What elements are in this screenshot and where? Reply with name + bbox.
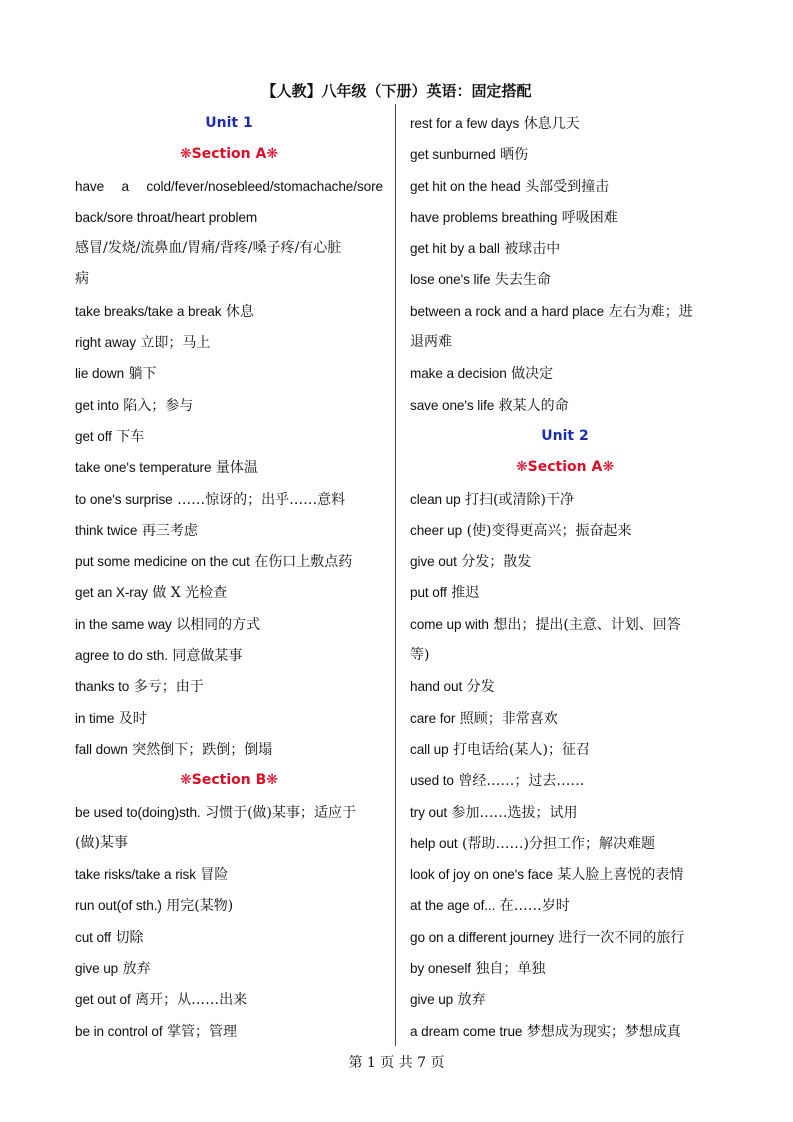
phrase-line [410,797,720,828]
phrase-english: cut off [75,929,112,945]
phrase-chinese: 等) [410,647,430,664]
phrase-chinese: 分发 [466,679,495,696]
phrase-english: in time [75,710,115,726]
phrase-chinese: 突然倒下；跌倒；倒塌 [132,741,273,758]
phrase-chinese: 头部受到撞击 [525,178,610,195]
phrase-english: give up [75,961,119,977]
phrase-line [410,703,720,734]
phrase-line [410,264,720,295]
phrase-line [75,859,383,890]
phrase-chinese: 退两难 [410,334,452,351]
phrase-english: cheer up [410,522,463,538]
phrase-chinese: 休息几天 [523,116,580,132]
phrase-english: by oneself [410,961,471,977]
phrase-line [75,890,383,921]
phrase-english: in the same way [75,616,172,632]
phrase-chinese: 多亏；由于 [133,679,204,696]
phrase-english: be in control of [75,1023,163,1039]
phrase-line [410,734,720,765]
phrase-chinese: 及时 [118,710,147,727]
unit-heading: Unit 2 [541,427,589,444]
footer-prefix: 第 [348,1055,363,1071]
phrase-line [75,327,383,358]
footer-total-pages: 7 [417,1055,427,1071]
phrase-line [410,859,720,890]
phrase-line [75,296,383,327]
phrase-chinese: 切除 [115,929,144,946]
phrase-english: give out [410,554,457,570]
phrase-line [410,108,720,139]
phrase-chinese: 冒险 [200,867,229,884]
phrase-chinese: 做 X 光检查 [152,585,228,602]
phrase-english: hand out [410,679,463,695]
phrase-line [75,922,383,953]
phrase-line [75,264,383,295]
phrase-chinese: 独自；单独 [475,961,546,978]
phrase-chinese: 呼吸困难 [561,209,618,226]
phrase-chinese: 放弃 [122,961,151,978]
phrase-line [410,546,720,577]
phrase-line [410,139,720,170]
phrase-line [410,577,720,608]
left-column [75,108,383,1047]
phrase-chinese: 打电话给(某人)；征召 [453,741,590,758]
phrase-line [410,296,720,327]
phrase-chinese: 想出；提出(主意、计划、回答 [493,616,681,633]
phrase-chinese: 用完(某物) [166,898,234,915]
phrase-english: rest for a few days [410,116,520,131]
phrase-english: get into [75,397,119,413]
phrase-chinese: 掌管；管理 [167,1023,238,1040]
phrase-english: get out of [75,992,131,1008]
phrase-line [410,390,720,421]
phrase-chinese: 失去生命 [494,272,551,289]
phrase-chinese: 做决定 [511,366,554,383]
phrase-chinese: 打扫(或清除)干净 [465,491,574,508]
phrase-chinese: 救某人的命 [498,397,569,414]
section-heading: ❋Section B❋ [180,772,278,789]
phrase-english: get an X-ray [75,585,148,601]
phrase-english: to one's surprise [75,491,173,507]
phrase-line [410,233,720,264]
phrase-english: lose one's life [410,272,491,288]
phrase-english: save one's life [410,397,495,413]
phrase-chinese: 某人脸上喜悦的表情 [557,867,684,884]
phrase-line [410,765,720,796]
right-column [410,108,720,1047]
phrase-chinese: 再三考虑 [141,522,198,539]
phrase-english: lie down [75,366,125,382]
phrase-line [75,577,383,608]
phrase-line [75,515,383,546]
phrase-line [75,484,383,515]
phrase-line [410,828,720,859]
phrase-english: get sunburned [410,147,496,163]
phrase-line [75,233,383,264]
phrase-english: take breaks/take a break [75,303,222,319]
phrase-english: be used to(doing)sth. [75,804,201,820]
phrase-line [75,640,383,671]
phrase-chinese: 以相同的方式 [176,616,261,633]
phrase-chinese: 同意做某事 [172,648,243,665]
phrase-line [75,390,383,421]
phrase-line [410,890,720,921]
phrase-chinese: 进行一次不同的旅行 [558,929,685,946]
phrase-line [75,452,383,483]
phrase-english: come up with [410,616,489,632]
phrase-english: give up [410,992,454,1008]
phrase-english: put some medicine on the cut [75,554,250,570]
phrase-line [75,797,383,828]
phrase-chinese: 晒伤 [500,147,529,164]
phrase-chinese: 休息 [225,303,254,320]
phrase-line [410,327,720,358]
section-heading: ❋Section A❋ [179,146,279,163]
phrase-english: look of joy on one's face [410,867,553,883]
phrase-line [410,953,720,984]
phrase-line [75,703,383,734]
phrase-chinese: 离开；从……出来 [135,992,248,1009]
phrase-chinese: 立即；马上 [140,335,211,352]
phrase-chinese: (使)变得更高兴；振奋起来 [466,522,632,539]
phrase-english: right away [75,335,136,351]
phrase-chinese: 感冒/发烧/流鼻血/胃痛/背疼/嗓子疼/有心脏 [75,240,342,257]
footer-suffix: 页 [430,1055,445,1071]
phrase-line [75,358,383,389]
phrase-chinese: ……惊讶的；出乎……意料 [177,491,346,508]
phrase-english: take one's temperature [75,460,212,476]
phrase-line [75,202,383,233]
page-title: 【人教】八年级（下册）英语：固定搭配 [261,82,532,100]
phrase-chinese: 量体温 [215,460,258,477]
phrase-chinese: 陷入；参与 [123,397,194,414]
phrase-english: take risks/take a risk [75,867,196,883]
phrase-chinese: 分发；散发 [461,554,532,571]
phrase-line [75,828,383,859]
phrase-english: make a decision [410,366,507,382]
phrase-line [410,922,720,953]
phrase-english: thanks to [75,679,130,695]
phrase-english: clean up [410,491,461,507]
phrase-english: run out(of sth.) [75,898,162,914]
phrase-line [75,734,383,765]
phrase-english: between a rock and a hard place [410,303,605,319]
phrase-line [410,515,720,546]
phrase-line [410,671,720,702]
phrase-chinese: 躺下 [128,366,157,383]
phrase-chinese: 参加……选拔；试用 [451,804,578,821]
phrase-line [75,609,383,640]
phrase-chinese: 左右为难；进 [608,303,693,320]
phrase-chinese: 梦想成为现实；梦想成真 [526,1023,681,1040]
phrase-chinese: 照顾；非常喜欢 [459,710,558,727]
phrase-english: put off [410,585,447,601]
phrase-english: try out [410,804,448,820]
phrase-english: have problems breathing [410,209,558,225]
column-divider [395,104,396,1046]
phrase-chinese: 在伤口上敷点药 [254,554,353,571]
unit-heading: Unit 1 [205,115,253,131]
phrase-english: care for [410,710,456,726]
phrase-line [410,609,720,640]
phrase-line [410,202,720,233]
phrase-line [75,171,383,202]
phrase-english: back/sore throat/heart problem [75,209,258,225]
phrase-line [410,358,720,389]
phrase-line [410,640,720,671]
phrase-chinese: (帮助……)分担工作；解决难题 [462,835,655,852]
phrase-chinese: 推迟 [451,585,480,602]
phrase-chinese: 曾经……；过去…… [458,773,585,790]
phrase-chinese: 在……岁时 [499,898,570,915]
phrase-chinese: 下车 [116,428,145,445]
phrase-line [410,1016,720,1047]
phrase-english: used to [410,773,454,789]
phrase-english: fall down [75,741,128,757]
phrase-english: a dream come true [410,1023,523,1039]
phrase-line [410,484,720,515]
phrase-chinese: 被球击中 [504,241,561,258]
phrase-line [75,1016,383,1047]
phrase-english: get off [75,428,112,444]
footer-middle: 页 共 [380,1055,413,1071]
phrase-english: at the age of... [410,898,496,914]
phrase-line [75,421,383,452]
phrase-english: call up [410,741,449,757]
phrase-chinese: 病 [75,271,89,288]
phrase-line [75,546,383,577]
phrase-english: think twice [75,522,138,538]
phrase-line [75,984,383,1015]
phrase-chinese: (做)某事 [75,834,128,851]
phrase-line [410,984,720,1015]
footer-page-number: 1 [366,1055,376,1071]
phrase-line [75,953,383,984]
phrase-line [75,671,383,702]
phrase-english: agree to do sth. [75,648,168,664]
phrase-english: go on a different journey [410,929,554,945]
phrase-english: have a cold/fever/nosebleed/stomachache/sore [75,178,383,194]
phrase-chinese: 放弃 [457,992,486,1009]
page-footer [0,1052,793,1074]
phrase-english: get hit by a ball [410,241,500,257]
phrase-english: get hit on the head [410,178,521,194]
phrase-line [410,171,720,202]
section-heading: ❋Section A❋ [515,459,615,476]
phrase-chinese: 习惯于(做)某事；适应于 [205,804,357,821]
phrase-english: help out [410,835,458,851]
